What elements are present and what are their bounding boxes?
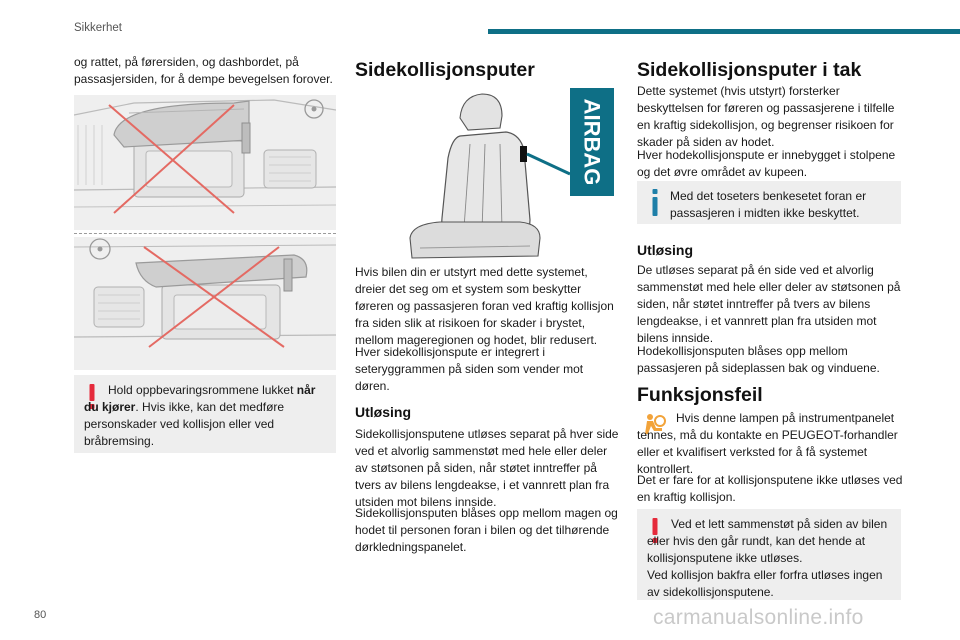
header-accent-bar	[488, 29, 960, 34]
info-icon	[650, 189, 660, 217]
info-callout-bench-seat	[637, 181, 901, 224]
warning-callout-glovebox	[74, 375, 336, 453]
col2-para3: Sidekollisjonsputene utløses separat på hver side ved et alvorlig sammenstøt med hele eller deler av støtsonen på siden, når støtet inntreffer på tvers av bilens lengdeakse, i et vannrett plan fra utsiden mot bilens innside.	[355, 427, 619, 509]
col3-fault2: Det er fare for at kollisjonsputene ikke utløses ved en kraftig kollisjon.	[637, 473, 903, 504]
col2-para2: Hver sidekollisjonspute er integrert i seteryggrammen på siden som vender mot døren.	[355, 345, 584, 393]
airbag-label: AIRBAG	[579, 98, 605, 186]
header-section-title: Sikkerhet	[74, 22, 122, 34]
page-number: 80	[34, 609, 47, 621]
col1-intro: og rattet, på førersiden, og dashbordet, på passasjersiden, for å dempe bevegelsen forover.	[74, 55, 333, 86]
col2-para4: Sidekollisjonsputen blåses opp mellom magen og hodet til personen foran i bilen og det tilhørende dørkledningspanelet.	[355, 506, 618, 554]
warning-side-impact-text2: Ved kollisjon bakfra eller forfra utløses ingen av sidekollisjonsputene.	[647, 568, 883, 599]
dashboard-illustration-bottom	[74, 237, 336, 370]
col3-para1: Dette systemet (hvis utstyrt) forsterker beskyttelsen for føreren og passasjerene i tilfelle en kraftig sidekollisjon, og begrenser risikoen for skader på siden av hodet.	[637, 84, 895, 149]
col3-para4: Hodekollisjonsputen blåses opp mellom passasjeren på sideplassen bak og vinduene.	[637, 344, 880, 375]
section-title-curtain-airbags: Sidekollisjonsputer i tak	[637, 59, 862, 81]
info-bench-seat-text: Med det toseters benkesetet foran er passasjeren i midten ikke beskyttet.	[670, 189, 867, 220]
warning-glovebox-text: Hold oppbevaringsrommene lukket når du kjører. Hvis ikke, kan det medføre personskader ved kollisjon eller ved bråbremsing.	[84, 383, 316, 448]
section-title-side-airbags: Sidekollisjonsputer	[355, 59, 535, 81]
col2-subtitle-deployment: Utløsing	[355, 404, 411, 420]
col3-subtitle-deployment: Utløsing	[637, 242, 693, 258]
col2-para1: Hvis bilen din er utstyrt med dette systemet, dreier det seg om et system som beskytter føreren og passasjeren foran ved kraftig kollisjon fra siden slik at risikoen for skader i brystet, mellom mageregionen og hodet, blir redusert.	[355, 265, 614, 347]
seat-airbag-illustration	[390, 88, 615, 260]
warning-callout-side-impact	[637, 509, 901, 600]
section-title-malfunction: Funksjonsfeil	[637, 384, 763, 406]
col3-fault1: Hvis denne lampen på instrumentpanelet tennes, må du kontakte en PEUGEOT-forhandler eller et kvalifisert verksted for å få systemet kontrollert.	[637, 411, 898, 476]
col3-para3: De utløses separat på én side ved et alvorlig sammenstøt med hele eller deler av støtsonen på siden, når støtet inntreffer på tvers av bilens lengdeakse, i et vannrett plan fra utsiden mot bilens innside.	[637, 263, 901, 345]
watermark: carmanualsonline.info	[653, 606, 864, 629]
warning-side-impact-text1: Ved et lett sammenstøt på siden av bilen eller hvis den går rundt, kan det hende at kollisjonsputene ikke utløses.	[647, 517, 888, 565]
col3-para2: Hver hodekollisjonspute er innebygget i stolpene og det øvre området av kupeen.	[637, 148, 896, 179]
dashboard-illustration-top	[74, 95, 336, 230]
illustration-divider	[74, 233, 336, 234]
